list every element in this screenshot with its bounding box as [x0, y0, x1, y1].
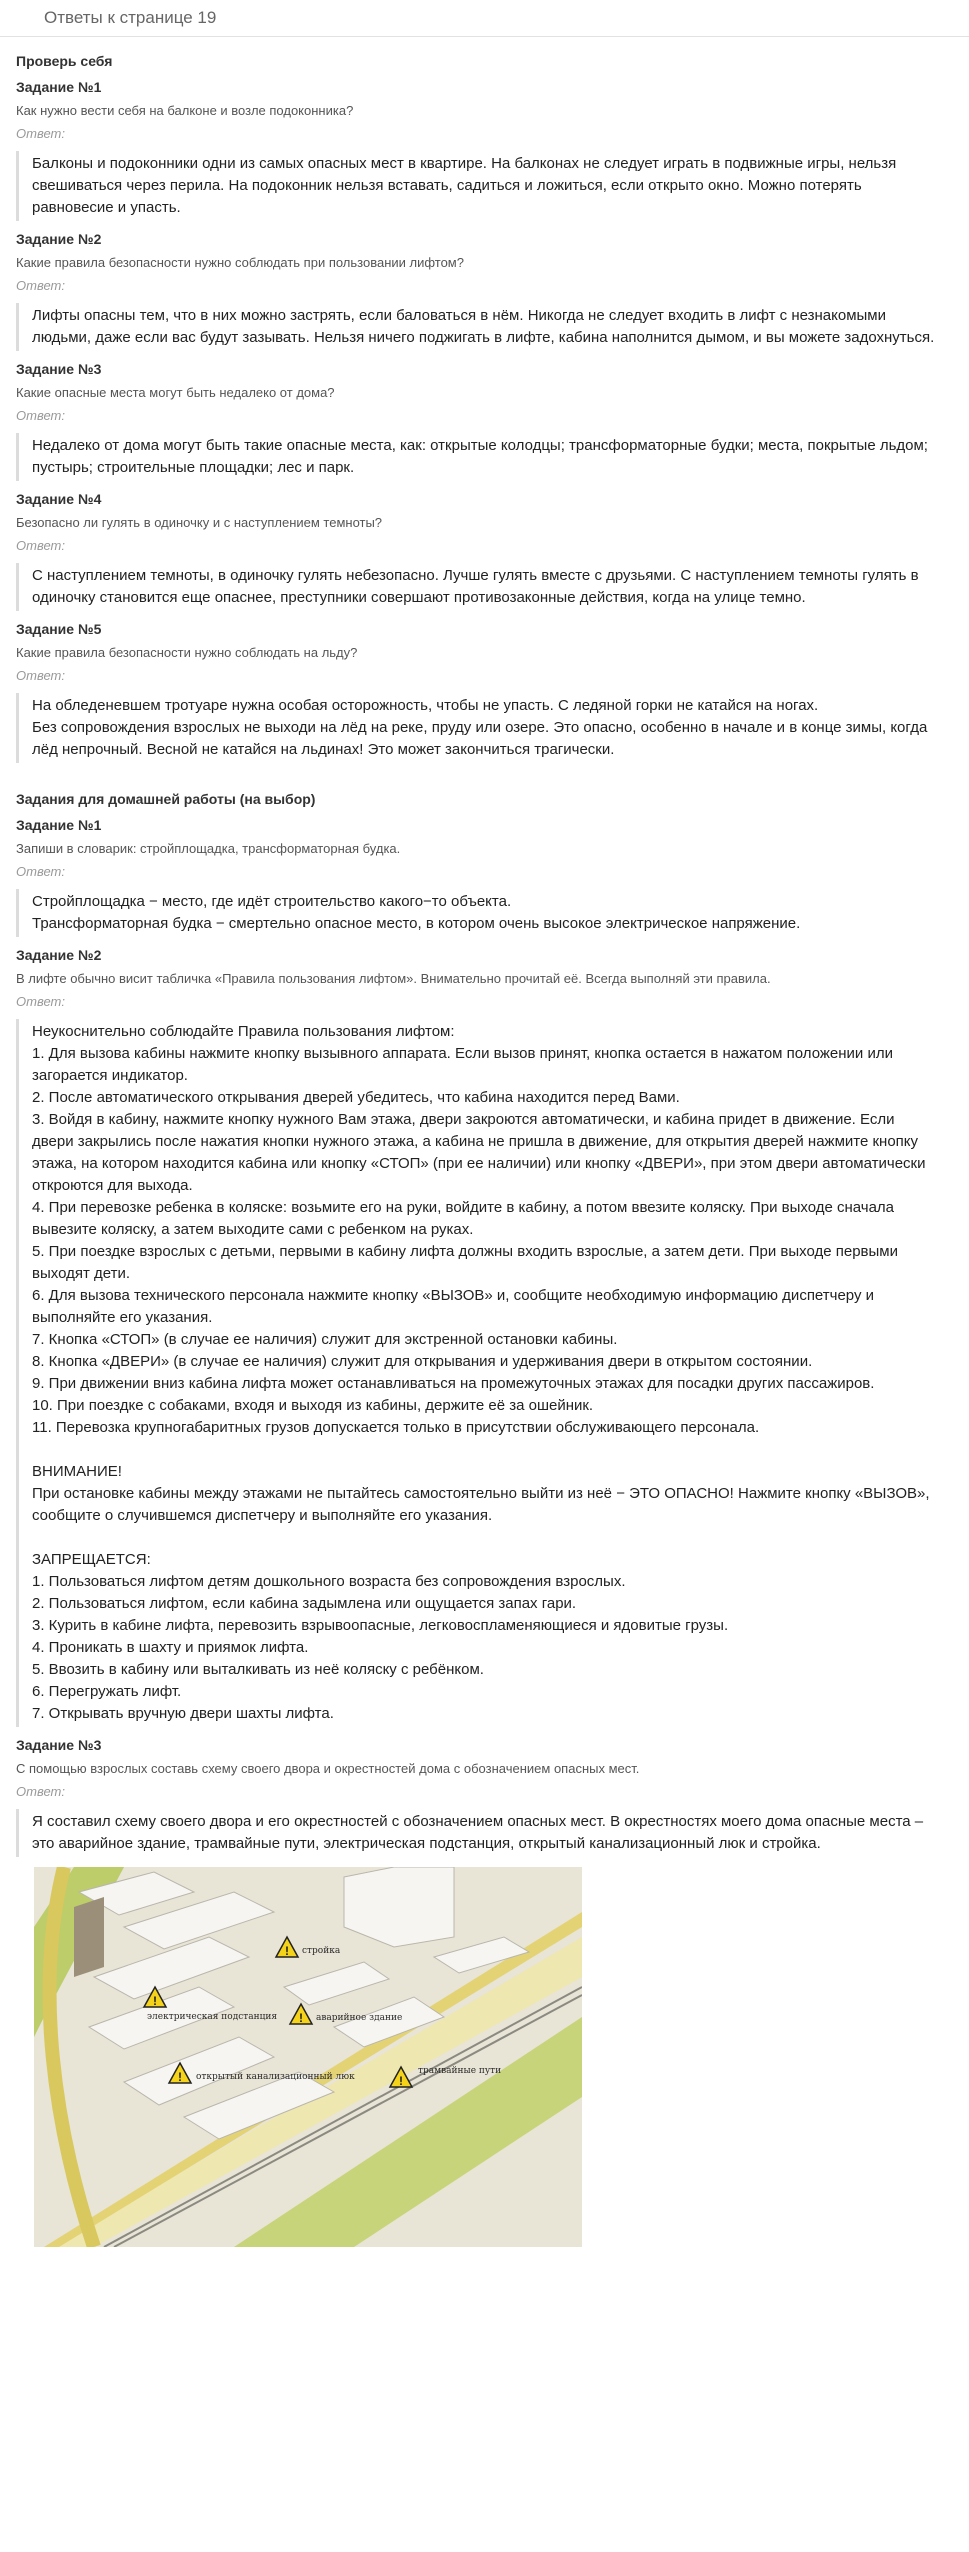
task-title: Задание №2	[16, 947, 102, 963]
task-question: В лифте обычно висит табличка «Правила пользования лифтом». Внимательно прочитай её. Всегда выполняй эти правила.	[16, 971, 771, 986]
answer-line: ЗАПРЕЩАЕТСЯ:	[32, 1551, 151, 1568]
yard-map-image	[34, 1867, 582, 2247]
answer-box	[16, 693, 953, 763]
answer-label: Ответ:	[16, 1784, 65, 1799]
answer-box	[16, 563, 953, 611]
task-question: Какие опасные места могут быть недалеко от дома?	[16, 385, 335, 400]
answer-line: 4. Проникать в шахту и приямок лифта.	[32, 1639, 309, 1656]
map-label-construction: стройка	[302, 1946, 341, 1956]
task-title: Задание №1	[16, 79, 102, 95]
answer-line: 5. Ввозить в кабину или выталкивать из неё коляску с ребёнком.	[32, 1661, 484, 1678]
task-title: Задание №3	[16, 1737, 102, 1753]
answer-blank-line	[32, 1527, 939, 1549]
answer-label: Ответ:	[16, 864, 65, 879]
answer-label: Ответ:	[16, 408, 65, 423]
task-question: Какие правила безопасности нужно соблюдать при пользовании лифтом?	[16, 255, 464, 270]
section-title-homework: Задания для домашней работы (на выбор)	[16, 791, 316, 807]
answer-text: Балконы и подоконники одни из самых опасных мест в квартире. На балконах не следует играть в подвижные игры, нельзя свешиваться через перила. На подоконник нельзя вставать, садиться и ложиться, если открыто окно. Можно потерять равновесие и упасть.	[32, 155, 897, 216]
answer-box	[16, 151, 953, 221]
task-block	[16, 231, 953, 351]
task-title: Задание №2	[16, 231, 102, 247]
task-question: С помощью взрослых составь схему своего двора и окрестностей дома с обозначением опасных мест.	[16, 1761, 640, 1776]
answer-box	[16, 433, 953, 481]
task-title: Задание №5	[16, 621, 102, 637]
answer-line: 4. При перевозке ребенка в коляске: возьмите его на руки, войдите в кабину, а потом ввезите коляску. При выходе сначала вывезите коляску, а затем выходите сами с ребенком на руках.	[32, 1199, 895, 1238]
answer-box	[16, 1019, 953, 1727]
svg-text:!: !	[153, 1994, 157, 2008]
page-title: Ответы к странице 19	[44, 8, 217, 27]
answer-line: 5. При поездке взрослых с детьми, первыми в кабину лифта должны входить взрослые, а затем дети. При выходе первыми выходят дети.	[32, 1243, 899, 1282]
map-label-tram-tracks: трамвайные пути	[418, 2066, 502, 2076]
task-block	[16, 491, 953, 611]
answer-box	[16, 303, 953, 351]
section-title-check: Проверь себя	[16, 53, 113, 69]
answer-line: ВНИМАНИЕ!	[32, 1463, 122, 1480]
svg-text:!: !	[299, 2011, 303, 2025]
map-label-substation: электрическая подстанция	[147, 2012, 278, 2022]
answer-blank-line	[32, 1439, 939, 1461]
answer-line: 6. Перегружать лифт.	[32, 1683, 182, 1700]
answer-label: Ответ:	[16, 994, 65, 1009]
answer-label: Ответ:	[16, 126, 65, 141]
task-question: Запиши в словарик: стройплощадка, трансформаторная будка.	[16, 841, 401, 856]
answer-line: 1. Для вызова кабины нажмите кнопку вызывного аппарата. Если вызов принят, кнопка остается в нажатом положении или загорается индикатор.	[32, 1045, 893, 1084]
answer-line: 7. Кнопка «СТОП» (в случае ее наличия) служит для экстренной остановки кабины.	[32, 1331, 618, 1348]
answer-line: 9. При движении вниз кабина лифта может останавливаться на промежуточных этажах для посадки других пассажиров.	[32, 1375, 875, 1392]
answer-box	[16, 889, 953, 937]
answer-text: Лифты опасны тем, что в них можно застрять, если баловаться в нём. Никогда не следует входить в лифт с незнакомыми людьми, даже если вас будут зазывать. Нельзя ничего поджигать в лифте, кабина наполнится дымом, и вы можете задохнуться.	[32, 307, 935, 346]
answer-line: 3. Войдя в кабину, нажмите кнопку нужного Вам этажа, двери закроются автоматически, и кабина придет в движение. Если двери закрылись после нажатия кнопки нужного этажа, а кабина не пришла в движение, для открытия дверей нажмите кнопку этажа, на котором находится кабина или кнопку «СТОП» (при ее наличии) или кнопку «ДВЕРИ», при этом двери автоматически откроются для выхода.	[32, 1111, 926, 1194]
page-header	[0, 0, 969, 37]
answer-text: Недалеко от дома могут быть такие опасные места, как: открытые колодцы; трансформаторные будки; места, покрытые льдом; пустырь; строительные площадки; лес и парк.	[32, 437, 928, 476]
answer-line: 8. Кнопка «ДВЕРИ» (в случае ее наличия) служит для открывания и удерживания двери в открытом состоянии.	[32, 1353, 813, 1370]
task-block	[16, 1737, 953, 2247]
map-label-emergency-building: аварийное здание	[316, 2013, 403, 2023]
task-block	[16, 817, 953, 937]
task-question: Безопасно ли гулять в одиночку и с наступлением темноты?	[16, 515, 383, 530]
answer-text: С наступлением темноты, в одиночку гулять небезопасно. Лучше гулять вместе с друзьями. С наступлением темноты гулять в одиночку становится еще опаснее, преступники совершают противозаконные действия, когда на улице темно.	[32, 567, 919, 606]
answer-line: 1. Пользоваться лифтом детям дошкольного возраста без сопровождения взрослых.	[32, 1573, 626, 1590]
svg-text:!: !	[399, 2074, 403, 2088]
svg-text:!: !	[285, 1944, 289, 1958]
answer-line: 6. Для вызова технического персонала нажмите кнопку «ВЫЗОВ» и, сообщите необходимую информацию диспетчеру и выполняйте его указания.	[32, 1287, 875, 1326]
task-block	[16, 361, 953, 481]
answer-line: 2. После автоматического открывания дверей убедитесь, что кабина находится перед Вами.	[32, 1089, 680, 1106]
answer-line: 3. Курить в кабине лифта, перевозить взрывоопасные, легковоспламеняющиеся и ядовитые грузы.	[32, 1617, 729, 1634]
task-block	[16, 79, 953, 221]
answer-line: Без сопровождения взрослых не выходи на лёд на реке, пруду или озере. Это опасно, особенно в начале и в конце зимы, когда лёд непрочный. Весной не катайся на льдинах! Это может закончиться трагически.	[32, 719, 928, 758]
task-block	[16, 621, 953, 763]
task-question: Какие правила безопасности нужно соблюдать на льду?	[16, 645, 358, 660]
yard-map-svg	[34, 1867, 582, 2247]
answer-label: Ответ:	[16, 278, 65, 293]
answer-line: Стройплощадка − место, где идёт строительство какого−то объекта.	[32, 893, 512, 910]
task-block	[16, 947, 953, 1727]
answer-label: Ответ:	[16, 538, 65, 553]
content	[0, 37, 969, 2247]
answer-line: 11. Перевозка крупногабаритных грузов допускается только в присутствии обслуживающего персонала.	[32, 1419, 760, 1436]
task-title: Задание №3	[16, 361, 102, 377]
answer-line: Неукоснительно соблюдайте Правила пользования лифтом:	[32, 1023, 455, 1040]
task-title: Задание №4	[16, 491, 102, 507]
answer-line: 2. Пользоваться лифтом, если кабина задымлена или ощущается запах гари.	[32, 1595, 577, 1612]
map-label-manhole: открытый канализационный люк	[196, 2072, 355, 2082]
answer-text: Я составил схему своего двора и его окрестностей с обозначением опасных мест. В окрестностях моего дома опасные места – это аварийное здание, трамвайные пути, электрическая подстанция, открытый канализационный люк и стройка.	[32, 1813, 924, 1852]
task-title: Задание №1	[16, 817, 102, 833]
answer-line: 7. Открывать вручную двери шахты лифта.	[32, 1705, 334, 1722]
answer-line: На обледеневшем тротуаре нужна особая осторожность, чтобы не упасть. С ледяной горки не катайся на ногах.	[32, 697, 819, 714]
answer-line: 10. При поездке с собаками, входя и выходя из кабины, держите её за ошейник.	[32, 1397, 594, 1414]
svg-text:!: !	[178, 2070, 182, 2084]
answer-box	[16, 1809, 953, 1857]
answer-line: При остановке кабины между этажами не пытайтесь самостоятельно выйти из неё − ЭТО ОПАСНО! Нажмите кнопку «ВЫЗОВ», сообщите о случившемся диспетчеру и выполняйте его указания.	[32, 1485, 930, 1524]
task-question: Как нужно вести себя на балконе и возле подоконника?	[16, 103, 354, 118]
answer-line: Трансформаторная будка − смертельно опасное место, в котором очень высокое электрическое напряжение.	[32, 915, 801, 932]
answer-label: Ответ:	[16, 668, 65, 683]
